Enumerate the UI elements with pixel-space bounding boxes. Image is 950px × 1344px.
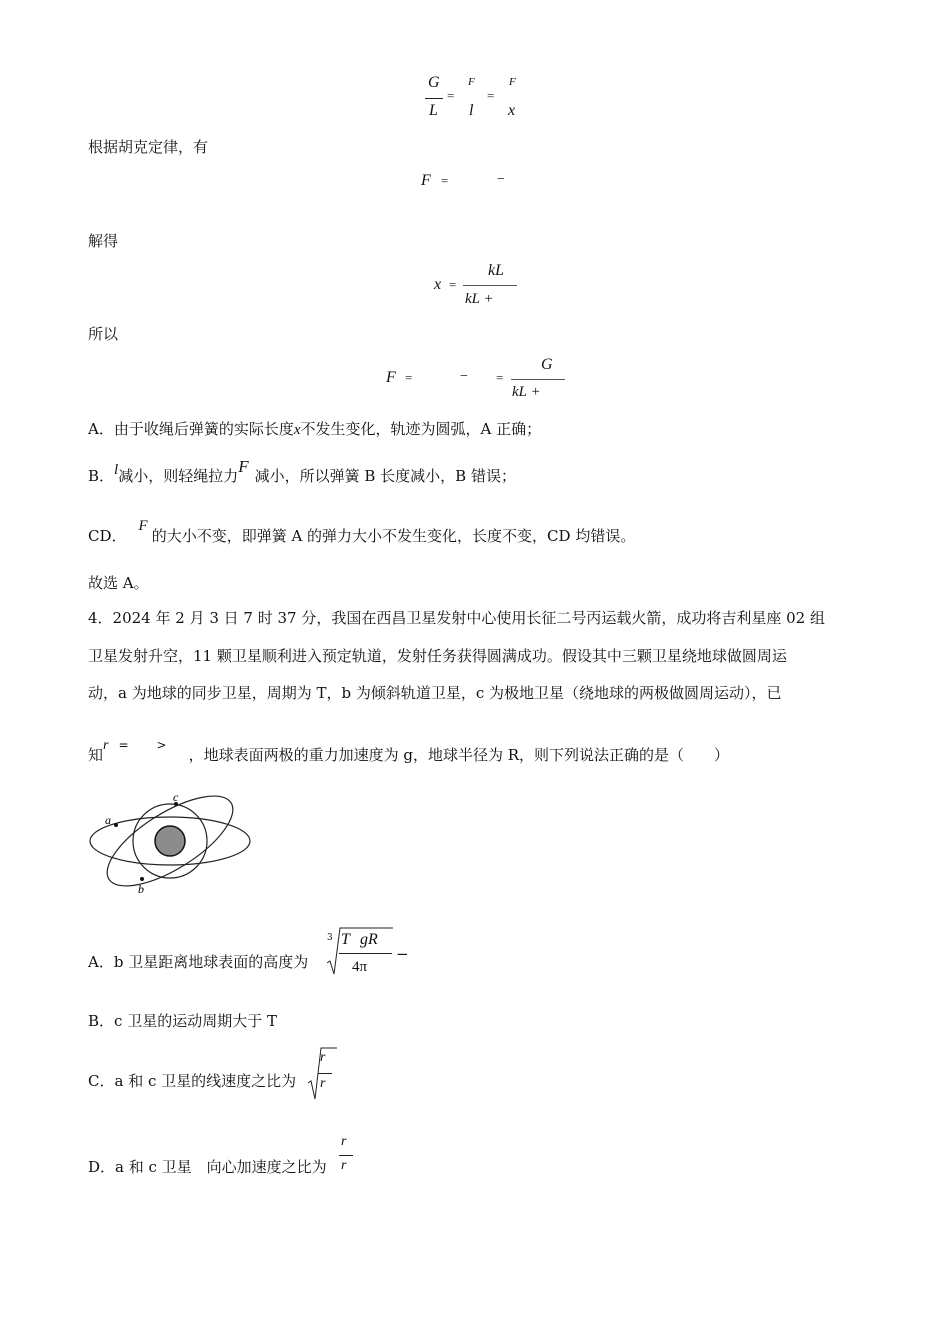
eq4-den: kL + xyxy=(512,384,541,400)
eq3-den: kL + xyxy=(465,291,494,307)
line-so: 所以 xyxy=(88,325,119,343)
satellite-a-dot xyxy=(114,823,118,827)
choice-c-bar xyxy=(318,1073,332,1074)
eq2-lhs: F xyxy=(421,172,431,189)
eq4-bar xyxy=(511,379,565,380)
explain-cd-suffix: 的大小不变，即弹簧 A 的弹力大小不发生变化，长度不变，CD 均错误。 xyxy=(151,527,636,545)
choice-a-text: A．b 卫星距离地球表面的高度为 xyxy=(88,953,309,971)
eq1-den-left: L xyxy=(429,102,438,119)
eq3-bar xyxy=(463,285,517,286)
explain-a-prefix: A．由于收绳后弹簧的实际长度 xyxy=(88,420,294,438)
eq1-num-left: G xyxy=(428,74,440,91)
line-hooke: 根据胡克定律，有 xyxy=(88,138,209,156)
explain-cd-var-f: F xyxy=(138,518,148,534)
q4-line-2: 卫星发射升空，11 颗卫星顺利进入预定轨道，发射任务获得圆满成功。假设其中三颗卫星绕地球做圆周运 xyxy=(88,647,787,665)
eq3-equals: = xyxy=(449,277,457,292)
root-frac-bar xyxy=(339,953,392,954)
explain-option-b xyxy=(88,457,516,488)
eq1-equals-a: = xyxy=(447,88,455,103)
label-b: b xyxy=(138,882,144,896)
line-solve: 解得 xyxy=(88,232,119,250)
q4-line4-suffix: ，地球表面两极的重力加速度为 g，地球半径为 R，则下列说法正确的是（ ） xyxy=(188,746,730,764)
satellite-b-dot xyxy=(140,877,144,881)
explain-a-suffix: 不发生变化，轨迹为圆弧，A 正确； xyxy=(300,420,542,438)
choice-d-text: D．a 和 c 卫星 向心加速度之比为 xyxy=(88,1158,327,1176)
explain-a-var-x: x xyxy=(293,422,301,438)
root-T: T xyxy=(341,931,350,948)
eq4-equals-a: = xyxy=(405,370,413,385)
choice-b-text: B．c 卫星的运动周期大于 T xyxy=(88,1012,277,1030)
explain-b-mid: 减小，则轻绳拉力 xyxy=(118,467,239,485)
eq1-bar-left xyxy=(425,98,443,99)
q4-line-1: 4．2024 年 2 月 3 日 7 时 37 分，我国在西昌卫星发射中心使用长征二号丙运载火箭，成功将吉利星座 02 组 xyxy=(88,609,825,627)
eq4-minus: − xyxy=(460,369,468,384)
eq1-den-right: x xyxy=(508,102,516,119)
choice-d-den: r xyxy=(341,1158,347,1173)
choice-c-den: r xyxy=(320,1076,326,1091)
label-a: a xyxy=(105,813,111,827)
choice-c-text: C．a 和 c 卫星的线速度之比为 xyxy=(88,1072,297,1090)
root-index: 3 xyxy=(327,933,333,943)
eq1-den-mid: l xyxy=(469,102,474,119)
eq4-lhs: F xyxy=(386,369,396,386)
choice-d-bar xyxy=(339,1155,353,1156)
explain-option-cd xyxy=(88,518,636,548)
q4-line-4 xyxy=(88,738,730,768)
q4-line4-r: r xyxy=(103,738,109,753)
root-gR: gR xyxy=(360,931,378,948)
explain-cd-prefix: CD． xyxy=(88,527,127,545)
eq4-num: G xyxy=(541,356,553,373)
eq1-num-right: F xyxy=(509,76,516,88)
answer-line: 故选 A。 xyxy=(88,574,149,592)
choice-a-minus: − xyxy=(396,945,409,963)
choice-c-num: r xyxy=(320,1050,326,1065)
explain-b-prefix: B． xyxy=(88,467,115,485)
eq3-lhs: x xyxy=(434,276,442,293)
q4-line4-eq: = xyxy=(118,738,129,752)
q4-line4-gt: > xyxy=(156,738,167,752)
q4-line-3: 动，a 为地球的同步卫星，周期为 T，b 为倾斜轨道卫星，c 为极地卫星（绕地球的两极做圆周运动），已 xyxy=(88,684,782,702)
choice-d-num: r xyxy=(341,1134,347,1149)
satellite-orbit-figure xyxy=(85,785,260,900)
eq2-minus: − xyxy=(497,172,505,187)
explain-option-a xyxy=(88,418,541,441)
explain-b-var-f: F xyxy=(238,457,249,476)
eq2-equals: = xyxy=(441,173,449,188)
label-c: c xyxy=(173,790,179,804)
eq4-equals-b: = xyxy=(496,370,504,385)
eq1-num-mid: F xyxy=(468,76,475,88)
eq1-equals-b: = xyxy=(487,88,495,103)
explain-b-suffix: 减小，所以弹簧 B 长度减小，B 错误； xyxy=(254,467,516,485)
q4-line4-prefix: 知 xyxy=(88,746,104,764)
eq3-num: kL xyxy=(488,262,504,279)
earth-icon xyxy=(155,826,185,856)
explain-b-var-l: l xyxy=(114,462,119,478)
root-den: 4π xyxy=(352,959,368,975)
